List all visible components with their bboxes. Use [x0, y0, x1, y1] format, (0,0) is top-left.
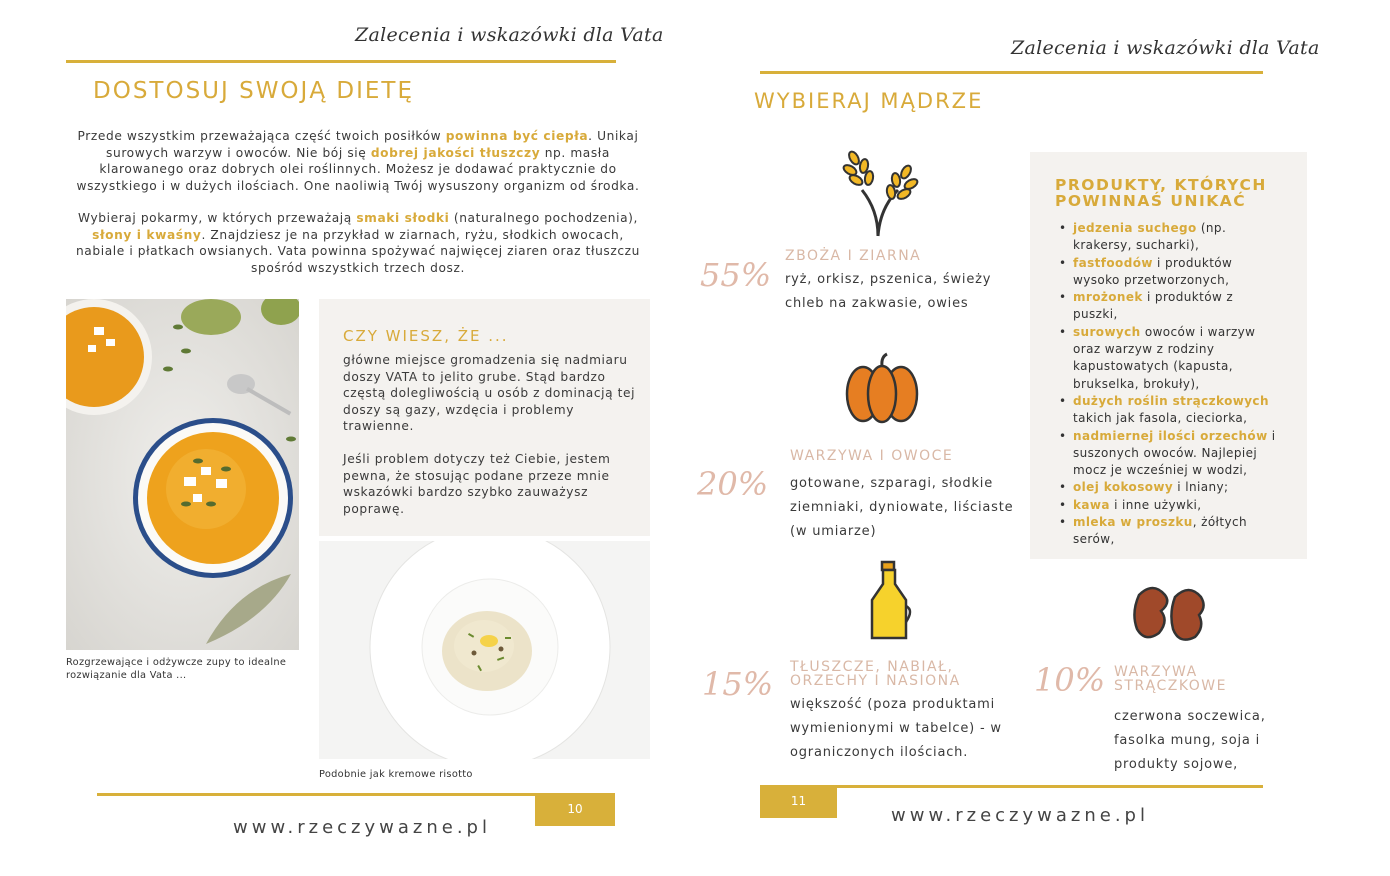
category-title-grains: ZBOŻA I ZIARNA: [785, 248, 922, 264]
avoid-item: • surowych owoców i warzyw oraz warzyw z rodziny kapustowatych (kapusta, brukselka, brokuły),: [1059, 324, 1281, 393]
risotto-caption: Podobnie jak kremowe risotto: [319, 769, 473, 780]
right-website: www.rzeczywazne.pl: [891, 805, 1149, 826]
avoid-item: • mleka w proszku, żółtych serów,: [1059, 514, 1281, 549]
did-you-know-text-2: Jeśli problem dotyczy też Ciebie, jestem pewna, że stosując podane przeze mnie wskazówki bardzo szybko zauważysz poprawę.: [343, 452, 611, 516]
avoid-item: • olej kokosowy i lniany;: [1059, 479, 1281, 496]
did-you-know-title: CZY WIESZ, ŻE ...: [343, 327, 509, 345]
avoid-products-list: [1059, 220, 1281, 549]
category-title-vegetables: WARZYWA I OWOCE: [790, 448, 954, 464]
category-percent-legumes: 10%: [1034, 661, 1106, 699]
avoid-item: • fastfoodów i produktów wysoko przetworzonych,: [1059, 255, 1281, 290]
category-percent-fats: 15%: [702, 665, 774, 703]
left-website: www.rzeczywazne.pl: [233, 817, 491, 838]
intro-paragraph-2: Wybieraj pokarmy, w których przeważają smaki słodki (naturalnego pochodzenia), słony i kwaśny. Znajdziesz je na przykład w ziarnach, ryżu, słodkich owocach, nabiale i płatkach owsianych. Vata powinna spożywać najwięcej ziaren oraz tłuszczu spośród wszystkich trzech dosz.: [75, 211, 640, 275]
category-percent-grains: 55%: [700, 256, 772, 294]
oil-bottle-icon: [866, 560, 912, 642]
did-you-know-text-1: główne miejsce gromadzenia się nadmiaru doszy VATA to jelito grube. Stąd bardzo częstą dolegliwością u osób z dominacją tej doszy są gazy, wzdęcia i problemy trawienne.: [343, 353, 636, 433]
avoid-item: • kawa i inne używki,: [1059, 497, 1281, 514]
avoid-item: • jedzenia suchego (np. krakersy, sucharki),: [1059, 220, 1281, 255]
avoid-item: • mrożonek i produktów z puszki,: [1059, 289, 1281, 324]
left-page-title: DOSTOSUJ SWOJĄ DIETĘ: [93, 78, 414, 104]
category-text-vegetables: gotowane, szparagi, słodkie ziemniaki, dyniowate, liściaste (w umiarze): [790, 476, 1014, 539]
risotto-photo: [319, 541, 650, 759]
category-title-fats: TŁUSZCZE, NABIAŁ, ORZECHY I NASIONA: [790, 659, 961, 689]
category-text-fats: większość (poza produktami wymienionymi w tabelce) - w ograniczonych ilościach.: [790, 697, 1002, 760]
avoid-item: • dużych roślin strączkowych takich jak fasola, cieciorka,: [1059, 393, 1281, 428]
right-page-title: WYBIERAJ MĄDRZE: [754, 89, 984, 113]
category-title-legumes: WARZYWA STRĄCZKOWE: [1114, 664, 1227, 694]
category-text-legumes: czerwona soczewica, fasolka mung, soja i produkty sojowe,: [1114, 709, 1266, 772]
left-header: Zalecenia i wskazówki dla Vata: [355, 24, 664, 46]
avoid-item: • nadmiernej ilości orzechów i suszonych owoców. Najlepiej mocz je wcześniej w wodzi,: [1059, 428, 1281, 480]
page-number-10: 10: [535, 794, 615, 826]
left-header-line: [66, 60, 616, 63]
avoid-products-title: PRODUKTY, KTÓRYCH POWINNAŚ UNIKAĆ: [1055, 176, 1267, 210]
soup-caption: Rozgrzewające i odżywcze zupy to idealne rozwiązanie dla Vata ...: [66, 657, 287, 681]
pumpkin-icon: [845, 352, 919, 424]
wheat-icon: [840, 150, 920, 238]
intro-paragraph-1: Przede wszystkim przeważająca część twoich posiłków powinna być ciepła. Unikaj surowych warzyw i owoców. Nie bój się dobrej jakości tłuszczy np. masła klarowanego oraz dobrych olei roślinnych. Możesz je dodawać praktycznie do wszystkiego i w dużych ilościach. One naoliwią Twój wysuszony organizm od środka.: [76, 129, 640, 193]
page-number-11: 11: [760, 786, 837, 818]
category-text-grains: ryż, orkisz, pszenica, świeży chleb na zakwasie, owies: [785, 272, 992, 311]
right-header-line: [760, 71, 1263, 74]
soup-photo: [66, 299, 299, 650]
category-percent-vegetables: 20%: [697, 465, 769, 503]
beans-icon: [1133, 585, 1205, 643]
right-header: Zalecenia i wskazówki dla Vata: [1011, 37, 1320, 59]
